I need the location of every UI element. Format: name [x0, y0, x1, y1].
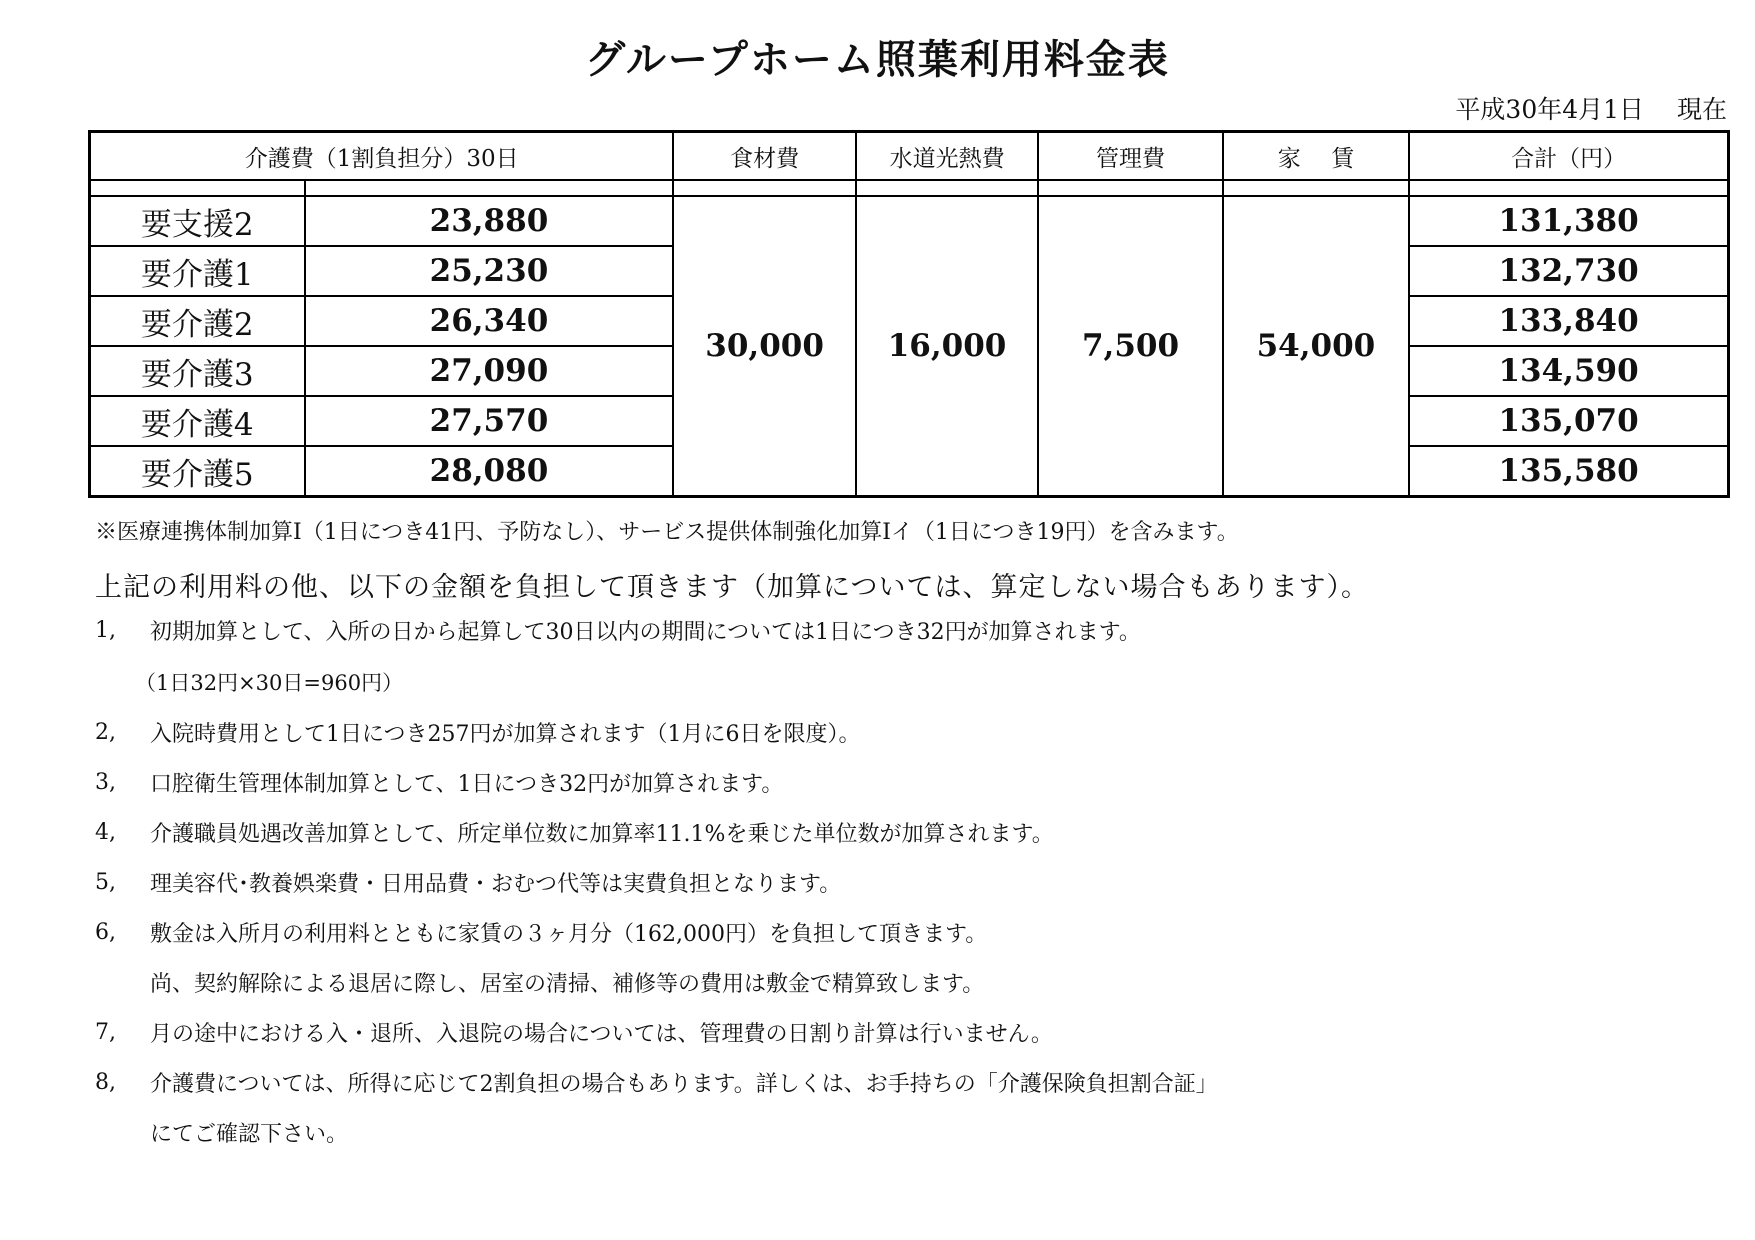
item-text: 月の途中における入・退所、入退院の場合については、管理費の日割り計算は行いません。 — [150, 1022, 1053, 1047]
care-level: 要支援2 — [90, 196, 305, 246]
total-fee: 134,590 — [1409, 346, 1728, 396]
item-subtext: にてご確認下さい。 — [150, 1122, 349, 1147]
kaigo-fee: 26,340 — [305, 296, 674, 346]
management-fee: 7,500 — [1038, 196, 1222, 497]
list-item — [95, 1020, 1695, 1070]
page-title: グループホーム照葉利用料金表 — [585, 37, 1170, 83]
item-number: 6, — [95, 920, 116, 945]
item-text: 理美容代･教養娯楽費・日用品費・おむつ代等は実費負担となります。 — [150, 872, 842, 897]
item-number: 5, — [95, 870, 116, 895]
item-number: 4, — [95, 820, 116, 845]
kaigo-fee: 27,090 — [305, 346, 674, 396]
item-number: 8, — [95, 1070, 116, 1095]
list-item — [95, 770, 1695, 820]
total-fee: 132,730 — [1409, 246, 1728, 296]
included-additions-note: ※医療連携体制加算Ⅰ（1日につき41円、予防なし）、サービス提供体制強化加算Ⅰイ（1日につき19円）を含みます。 — [95, 520, 1239, 545]
header-management: 管理費 — [1038, 132, 1222, 181]
item-text: 口腔衛生管理体制加算として、1日につき32円が加算されます。 — [150, 772, 784, 797]
list-item — [95, 720, 1695, 770]
additional-charges-list — [95, 618, 1695, 1170]
list-item — [95, 920, 1695, 1020]
item-subtext: 尚、契約解除による退居に際し、居室の清掃、補修等の費用は敷金で精算致します。 — [150, 972, 985, 997]
spacer-cell — [1038, 180, 1222, 196]
spacer-cell — [90, 180, 305, 196]
spacer-cell — [1223, 180, 1409, 196]
care-level: 要介護4 — [90, 396, 305, 446]
spacer-cell — [305, 180, 674, 196]
spacer-row — [90, 180, 1729, 196]
item-subtext: （1日32円×30日=960円） — [135, 671, 404, 695]
item-text: 初期加算として、入所の日から起算して30日以内の期間については1日につき32円が加算されます。 — [150, 620, 1141, 645]
kaigo-fee: 28,080 — [305, 446, 674, 497]
list-item — [95, 1070, 1695, 1170]
header-utilities: 水道光熱費 — [856, 132, 1038, 181]
total-fee: 135,070 — [1409, 396, 1728, 446]
total-fee: 133,840 — [1409, 296, 1728, 346]
care-level: 要介護1 — [90, 246, 305, 296]
item-number: 3, — [95, 770, 116, 795]
item-number: 2, — [95, 720, 116, 745]
spacer-cell — [673, 180, 855, 196]
item-text: 入院時費用として1日につき257円が加算されます（1月に6日を限度）。 — [150, 722, 861, 747]
total-fee: 131,380 — [1409, 196, 1728, 246]
header-food: 食材費 — [673, 132, 855, 181]
total-fee: 135,580 — [1409, 446, 1728, 497]
spacer-cell — [856, 180, 1038, 196]
care-level: 要介護3 — [90, 346, 305, 396]
header-rent: 家 賃 — [1223, 132, 1409, 181]
list-item — [95, 870, 1695, 920]
kaigo-fee: 23,880 — [305, 196, 674, 246]
header-row — [90, 132, 1729, 181]
list-item — [95, 618, 1695, 720]
item-text: 介護職員処遇改善加算として、所定単位数に加算率11.1%を乗じた単位数が加算されます。 — [150, 822, 1054, 847]
additional-charges-lead: 上記の利用料の他、以下の金額を負担して頂きます（加算については、算定しない場合もあります）。 — [95, 572, 1369, 603]
kaigo-fee: 25,230 — [305, 246, 674, 296]
effective-date: 平成30年4月1日 現在 — [1455, 95, 1727, 124]
header-total: 合計（円） — [1409, 132, 1728, 181]
care-level: 要介護5 — [90, 446, 305, 497]
item-text: 介護費については、所得に応じて2割負担の場合もあります。詳しくは、お手持ちの「介護保険負担割合証」 — [150, 1072, 1218, 1097]
food-fee: 30,000 — [673, 196, 855, 497]
item-text: 敷金は入所月の利用料とともに家賃の３ヶ月分（162,000円）を負担して頂きます。 — [150, 922, 988, 947]
care-level: 要介護2 — [90, 296, 305, 346]
rent-fee: 54,000 — [1223, 196, 1409, 497]
utilities-fee: 16,000 — [856, 196, 1038, 497]
kaigo-fee: 27,570 — [305, 396, 674, 446]
header-kaigo: 介護費（1割負担分）30日 — [90, 132, 674, 181]
table-row — [90, 196, 1729, 246]
item-number: 1, — [95, 618, 116, 643]
fee-table — [88, 130, 1730, 498]
item-number: 7, — [95, 1020, 116, 1045]
list-item — [95, 820, 1695, 870]
spacer-cell — [1409, 180, 1728, 196]
